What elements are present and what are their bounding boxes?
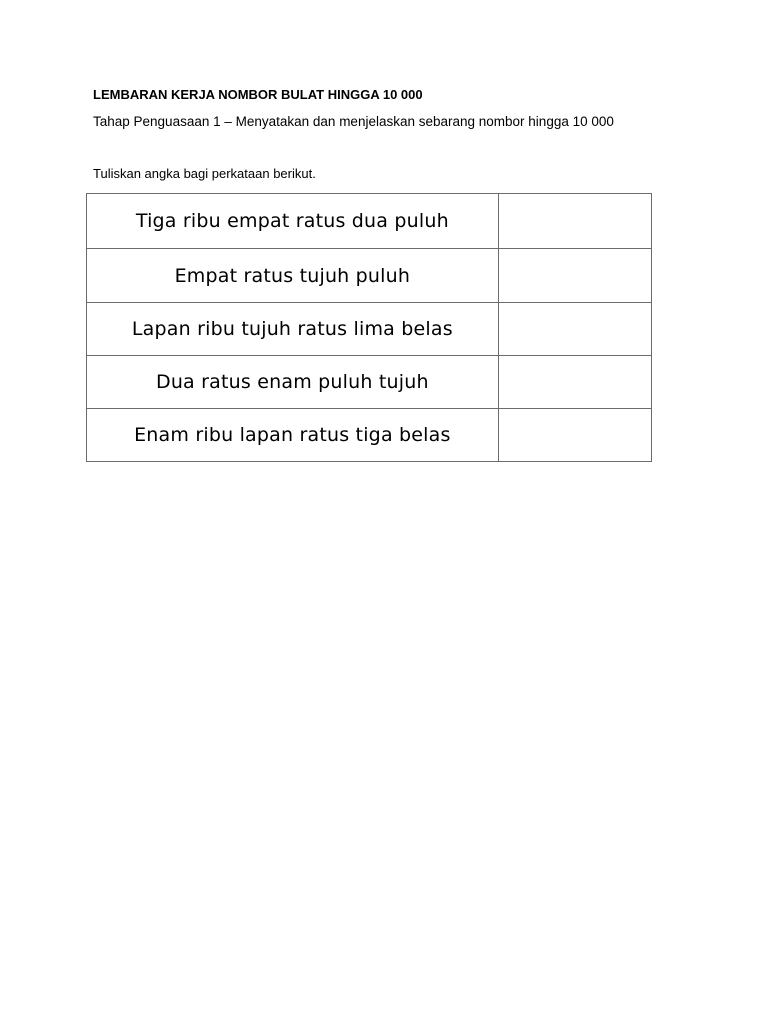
table-row [87, 303, 652, 356]
number-words-cell: Enam ribu lapan ratus tiga belas [87, 409, 499, 462]
number-words-table [86, 193, 652, 462]
number-words-cell: Tiga ribu empat ratus dua puluh [87, 194, 499, 249]
number-words-cell: Empat ratus tujuh puluh [87, 249, 499, 303]
table-row [87, 249, 652, 303]
answer-cell[interactable] [498, 194, 651, 249]
table-row [87, 194, 652, 249]
table-row [87, 356, 652, 409]
answer-cell[interactable] [498, 356, 651, 409]
number-words-cell: Dua ratus enam puluh tujuh [87, 356, 499, 409]
exercise-instruction: Tuliskan angka bagi perkataan berikut. [93, 166, 316, 181]
answer-cell[interactable] [498, 409, 651, 462]
answer-cell[interactable] [498, 303, 651, 356]
mastery-level-description: Tahap Penguasaan 1 – Menyatakan dan menjelaskan sebarang nombor hingga 10 000 [93, 114, 614, 129]
worksheet-title: LEMBARAN KERJA NOMBOR BULAT HINGGA 10 000 [93, 87, 423, 102]
table-row [87, 409, 652, 462]
answer-cell[interactable] [498, 249, 651, 303]
number-words-cell: Lapan ribu tujuh ratus lima belas [87, 303, 499, 356]
